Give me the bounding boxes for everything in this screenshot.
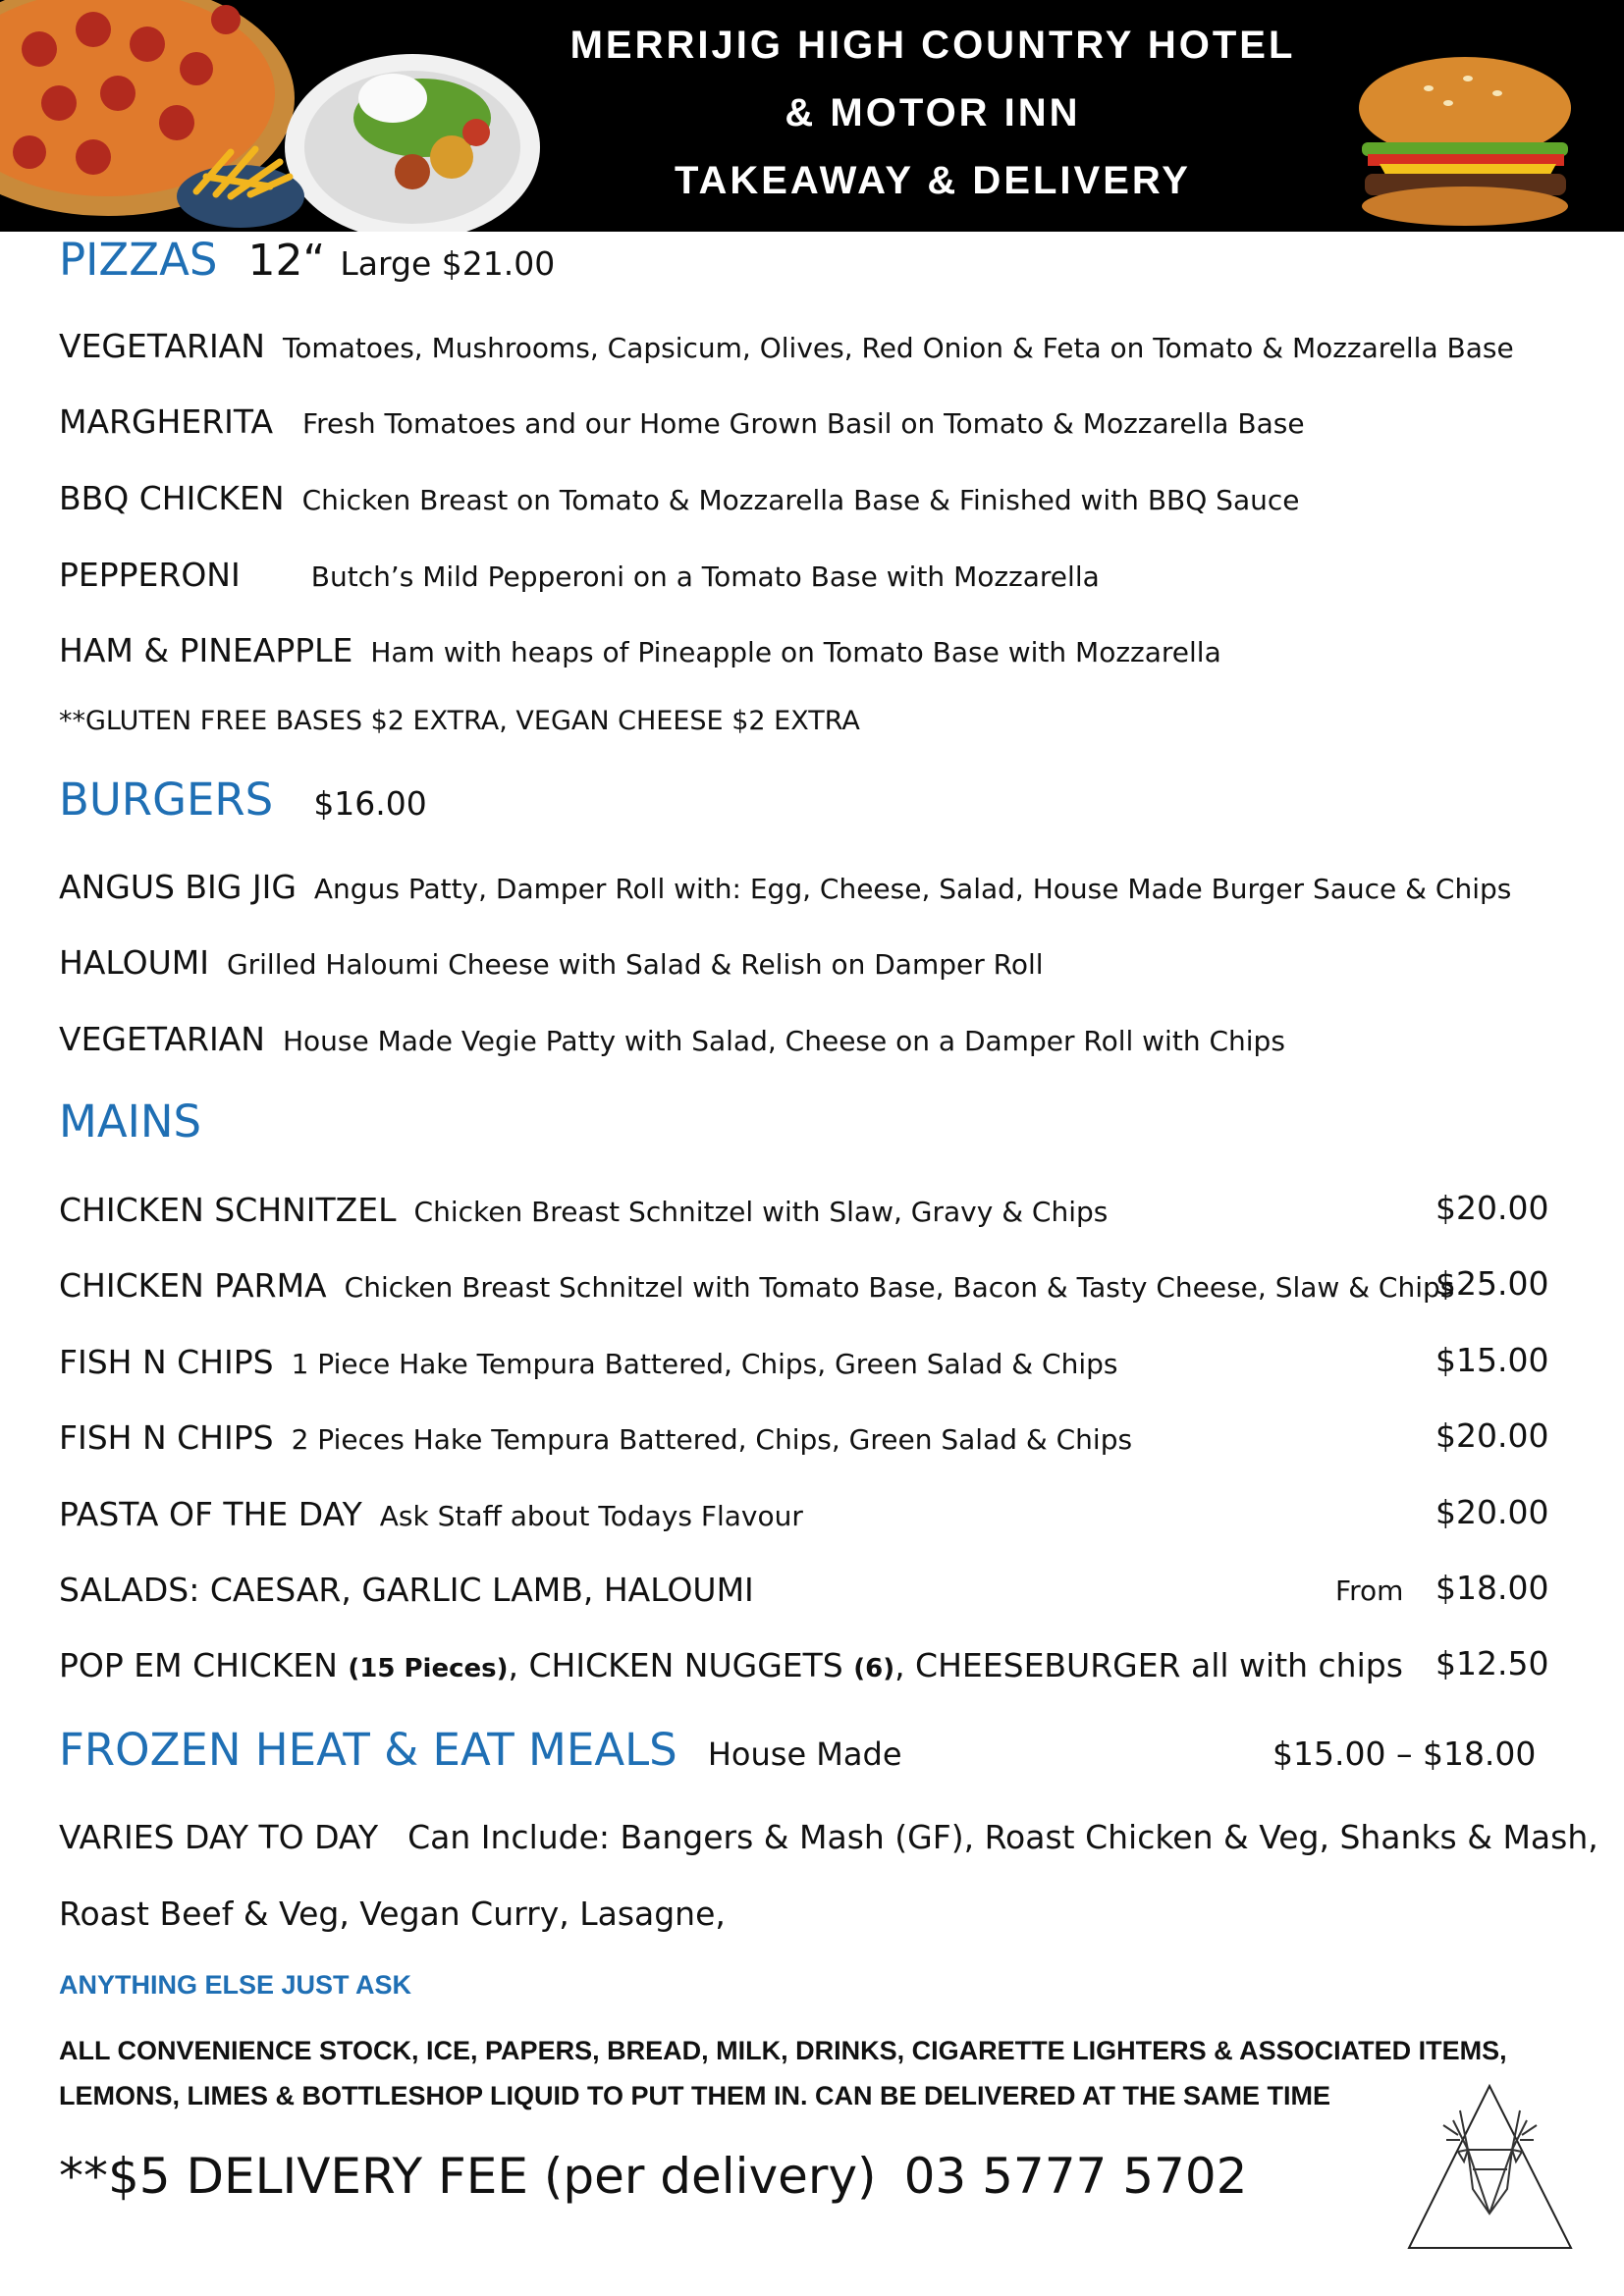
- burger-image: [1350, 54, 1581, 231]
- item-desc: all with chips: [1190, 1646, 1403, 1684]
- phone-number: 03 5777 5702: [903, 2148, 1248, 2205]
- item-desc: Angus Patty, Damper Roll with: Egg, Cheese, Salad, House Made Burger Sauce & Chips: [313, 873, 1512, 905]
- stock-line2: LEMONS, LIMES & BOTTLESHOP LIQUID TO PUT THEM IN. CAN BE DELIVERED AT THE SAME TIME: [59, 2081, 1331, 2110]
- frozen-sub: House Made: [707, 1735, 902, 1773]
- item-desc: Ask Staff about Todays Flavour: [379, 1500, 803, 1532]
- item-name: HALOUMI: [59, 943, 209, 982]
- gluten-free-note: **GLUTEN FREE BASES $2 EXTRA, VEGAN CHEESE $2 EXTRA: [59, 706, 860, 736]
- delivery-fee-line: [59, 2148, 1247, 2205]
- menu-item: [59, 402, 1305, 441]
- menu-item: [59, 1571, 754, 1609]
- plate-image: [275, 39, 545, 232]
- stock-line1: ALL CONVENIENCE STOCK, ICE, PAPERS, BREAD, MILK, DRINKS, CIGARETTE LIGHTERS & ASSOCIATED ITEMS,: [59, 2036, 1507, 2065]
- item-desc: House Made Vegie Patty with Salad, Cheese on a Damper Roll with Chips: [282, 1025, 1285, 1057]
- menu-item: [59, 868, 1511, 906]
- item-name: MARGHERITA: [59, 402, 274, 441]
- item-name: FISH N CHIPS: [59, 1343, 274, 1381]
- burgers-heading: BURGERS: [59, 774, 274, 826]
- item-desc: Chicken Breast Schnitzel with Tomato Base, Bacon & Tasty Cheese, Slaw & Chips: [344, 1271, 1455, 1304]
- item-desc: Grilled Haloumi Cheese with Salad & Relish on Damper Roll: [226, 948, 1044, 981]
- frozen-include: Can Include: Bangers & Mash (GF), Roast Chicken & Veg, Shanks & Mash,: [407, 1818, 1598, 1856]
- menu-item: [59, 1495, 803, 1533]
- item-name: POP EM CHICKEN: [59, 1646, 349, 1684]
- item-qty: (6): [853, 1654, 895, 1683]
- frozen-heading-row: [59, 1724, 902, 1776]
- item-price: $15.00: [1435, 1341, 1549, 1379]
- item-name: , CHICKEN NUGGETS: [508, 1646, 854, 1684]
- item-name: HAM & PINEAPPLE: [59, 631, 353, 669]
- burgers-heading-row: [59, 774, 427, 826]
- frozen-heading: FROZEN HEAT & EAT MEALS: [59, 1724, 677, 1776]
- item-price: $20.00: [1435, 1416, 1549, 1455]
- item-price: $12.50: [1435, 1644, 1549, 1682]
- frozen-desc-line1: [59, 1818, 1598, 1856]
- item-name: VEGETARIAN: [59, 1020, 265, 1058]
- takeaway-delivery-title: TAKEAWAY & DELIVERY: [675, 159, 1191, 202]
- item-qty: (15 Pieces): [348, 1654, 509, 1683]
- item-price: $25.00: [1435, 1264, 1549, 1303]
- item-desc: Butch’s Mild Pepperoni on a Tomato Base with Mozzarella: [310, 561, 1100, 593]
- item-price: $20.00: [1435, 1493, 1549, 1531]
- menu-item: [59, 1418, 1132, 1457]
- frozen-price: $15.00 – $18.00: [1272, 1735, 1537, 1773]
- pizza-price: Large $21.00: [340, 244, 556, 283]
- frozen-desc-line2: Roast Beef & Veg, Vegan Curry, Lasagne,: [59, 1895, 726, 1933]
- menu-item: [59, 1191, 1108, 1229]
- menu-item: [59, 1343, 1117, 1381]
- item-desc: Fresh Tomatoes and our Home Grown Basil on Tomato & Mozzarella Base: [302, 407, 1305, 440]
- item-price: $18.00: [1435, 1569, 1549, 1607]
- item-desc: Ham with heaps of Pineapple on Tomato Base with Mozzarella: [370, 636, 1221, 668]
- hotel-name-line1: MERRIJIG HIGH COUNTRY HOTEL: [569, 24, 1296, 67]
- anything-else-ask: ANYTHING ELSE JUST ASK: [59, 1970, 412, 2000]
- burger-price: $16.00: [313, 784, 427, 823]
- item-name: CHICKEN PARMA: [59, 1266, 327, 1305]
- deer-logo-icon: [1399, 2081, 1581, 2258]
- menu-item: [59, 327, 1514, 365]
- chips-image: [172, 137, 309, 232]
- item-name: PEPPERONI: [59, 556, 241, 594]
- menu-item: [59, 1266, 1454, 1305]
- header-banner: [0, 0, 1624, 232]
- item-name: ANGUS BIG JIG: [59, 868, 297, 906]
- item-name: , CHEESEBURGER: [894, 1646, 1191, 1684]
- menu-item: [59, 1646, 1403, 1684]
- item-name: BBQ CHICKEN: [59, 479, 285, 517]
- hotel-name-line2: & MOTOR INN: [785, 91, 1081, 134]
- menu-item: [59, 1020, 1285, 1058]
- pizzas-heading: PIZZAS: [59, 234, 218, 286]
- menu-item: [59, 556, 1100, 594]
- delivery-fee: **$5 DELIVERY FEE (per delivery): [59, 2148, 877, 2205]
- pizzas-heading-row: [59, 234, 555, 286]
- varies-label: VARIES DAY TO DAY: [59, 1818, 379, 1856]
- item-desc: Chicken Breast on Tomato & Mozzarella Base & Finished with BBQ Sauce: [301, 484, 1300, 516]
- item-desc: Tomatoes, Mushrooms, Capsicum, Olives, Red Onion & Feta on Tomato & Mozzarella Base: [282, 332, 1514, 364]
- item-desc: 2 Pieces Hake Tempura Battered, Chips, Green Salad & Chips: [291, 1423, 1133, 1456]
- item-price: $20.00: [1435, 1189, 1549, 1227]
- item-desc: Chicken Breast Schnitzel with Slaw, Gravy & Chips: [413, 1196, 1109, 1228]
- menu-item: [59, 943, 1044, 982]
- item-name: PASTA OF THE DAY: [59, 1495, 362, 1533]
- mains-heading: MAINS: [59, 1095, 202, 1148]
- item-name: CHICKEN SCHNITZEL: [59, 1191, 397, 1229]
- pizza-size: 12“: [247, 236, 326, 286]
- menu-item: [59, 479, 1299, 517]
- price-prefix: From: [1335, 1575, 1404, 1607]
- item-name: FISH N CHIPS: [59, 1418, 274, 1457]
- item-name: SALADS: CAESAR, GARLIC LAMB, HALOUMI: [59, 1571, 754, 1609]
- item-desc: 1 Piece Hake Tempura Battered, Chips, Green Salad & Chips: [291, 1348, 1118, 1380]
- menu-item: [59, 631, 1221, 669]
- item-name: VEGETARIAN: [59, 327, 265, 365]
